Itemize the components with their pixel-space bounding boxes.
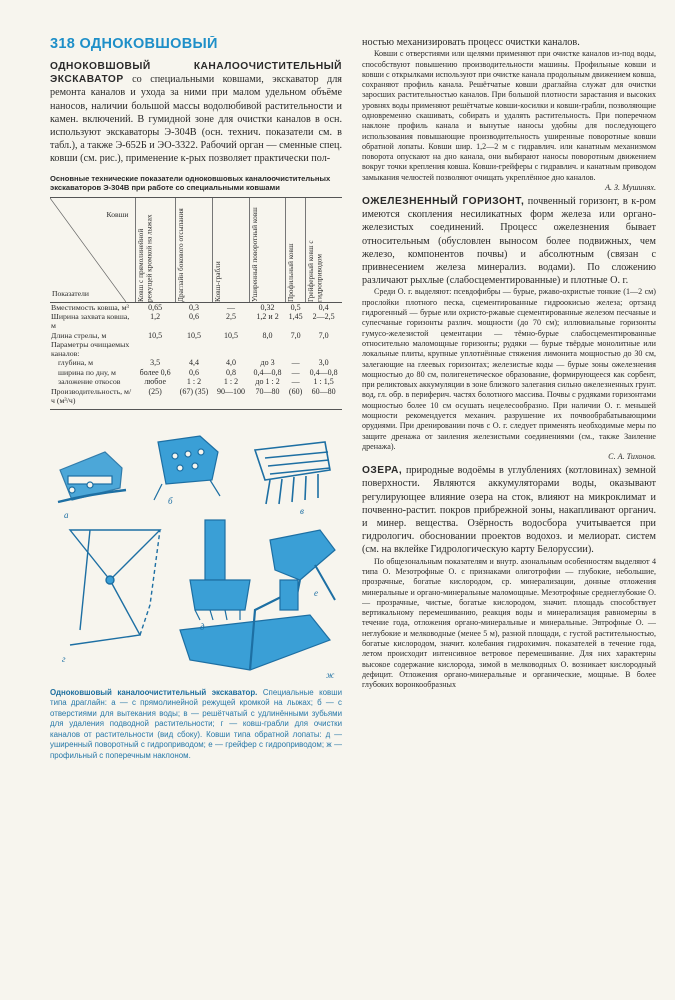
table-cell: 70—80	[255, 386, 280, 396]
table-cell: 10,5	[223, 330, 238, 340]
table-cell: 4,0	[225, 358, 236, 368]
table-cell: 7,0	[318, 330, 329, 340]
left-column	[50, 36, 342, 964]
row-label: Вместимость ковша, м³	[51, 302, 129, 312]
table-cell: 10,5	[148, 330, 163, 340]
row-label: Производительность, м/ч (м³/ч)	[51, 386, 132, 405]
table-cell: —	[291, 377, 300, 387]
table-cell: —	[291, 358, 300, 368]
table-cell: до 1 : 2	[255, 377, 280, 387]
bucket-a-image	[58, 452, 126, 502]
signature-2: С. А. Тихонов.	[608, 452, 656, 462]
table-row	[50, 302, 342, 312]
table-row	[50, 387, 342, 405]
row-label: Параметры очищаемых каналов:	[51, 340, 130, 359]
figure-letter: в	[300, 506, 304, 517]
bucket-c-image	[255, 442, 330, 504]
table-cell: 0,3	[189, 302, 199, 312]
table-cell	[135, 340, 175, 358]
corner-top-label: Ковши	[106, 209, 129, 219]
entry-heading-ozera: ОЗЕРА,	[362, 465, 403, 477]
figure-letter: г	[62, 654, 66, 665]
table-cell: 0,8	[225, 367, 236, 377]
entry-body-ozheleznenny: почвенный горизонт, в к-ром имеются скопления несиликатных форм железа или органо-железистых соединений. Процесс ожелезнения бывает относительным (обусловлен выносом более подвижных, чем железо, компонентов почвы) и абсолютным (связан с привнесением железа минерализ. водами). По сложению различают рыхлые (слабосцементированные) и плотные О. г.	[362, 196, 656, 287]
table-cell: 7,0	[290, 330, 301, 340]
bucket-b-image	[154, 436, 220, 500]
table-row	[50, 312, 342, 330]
table-cell: 0,65	[148, 302, 163, 312]
table-cell: 10,5	[187, 330, 201, 340]
table-cell: 0,4	[318, 302, 329, 312]
table-cell: до 3	[260, 358, 275, 368]
table-cell	[175, 340, 212, 358]
row-label: глубина, м	[58, 358, 94, 368]
table-row	[50, 331, 342, 340]
figure-letter: б	[168, 496, 173, 507]
figure-caption-title: Одноковшовый каналоочистительный экскаватор.	[50, 688, 258, 698]
table-cell: 2—2,5	[312, 312, 335, 322]
column-header: Ковш с прямолинейной режущей кромкой на лыжах	[135, 197, 175, 302]
table-cell: 1,2 и 2	[256, 312, 279, 322]
table-cell: 1,45	[288, 312, 303, 322]
table-cell: 0,6	[189, 312, 199, 322]
entry-body-ozera: природные водоёмы в углублениях (котловинах) земной поверхности. Являются аккумуляторами воды, оказывают регулирующее влияние озера на сток, влияют на микроклимат и почвенно-растит. покров прибрежной зоны, накапливают органич. и минер. вещества. Озёрность водосбора учитывается при гидрологич. обосновании проектов водохоз. и мелиорат. систем (см. на вклейке Гидрологическую карту Белоруссии).	[362, 465, 656, 556]
figure-caption-body: Специальные ковши типа драглайн: а — с прямолинейной режущей кромкой на лыжах; б — с отверстиями для вытекания воды; в — решётчатый с удлинёнными зубьями для удаления подводной растительности; г — ковш-грабли для очистки каналов от растительности (вид сбоку). Ковши типа обратной лопаты: д — уширенный поворотный с гидроприводом; е — грейфер с гидроприводом; ж — профильный с поперечным наклоном.	[50, 688, 342, 760]
table-cell: 0,32	[260, 302, 275, 312]
table-cell	[213, 340, 250, 358]
table-cell: 8,0	[262, 330, 273, 340]
running-title: ОДНОКОВШОВЫЙ	[79, 36, 218, 52]
table-cell: 1 : 1,5	[313, 377, 334, 387]
table-cell: более 0,6	[139, 367, 171, 377]
entry-ozera	[362, 464, 656, 556]
table-cell: 0,4—0,8	[309, 367, 338, 377]
bucket-d-image	[70, 530, 160, 645]
table-row	[50, 358, 342, 367]
table-body	[50, 302, 342, 405]
table-cell: —	[226, 302, 235, 312]
bucket-e-image	[190, 520, 250, 620]
entry-excavator	[50, 60, 342, 166]
figure-letter: д	[200, 622, 205, 633]
table-row	[50, 377, 342, 386]
table-cell: 1 : 2	[186, 377, 202, 387]
row-label: ширина по дну, м	[58, 367, 116, 377]
table-cell: 90—100	[216, 386, 245, 396]
figure-letter: а	[64, 510, 69, 521]
table-row	[50, 340, 342, 358]
table-cell	[249, 340, 286, 358]
signature-1: А. З. Мушинях.	[605, 183, 656, 193]
column-header: Профильный ковш	[286, 197, 306, 302]
entry-heading-excavator: ОДНОКОВШОВЫЙ КАНАЛООЧИСТИТЕЛЬНЫЙ ЭКСКАВАТОР	[50, 61, 342, 86]
table-corner	[50, 197, 135, 302]
table-bottom-rule	[50, 409, 342, 410]
column-header: Драглайн бокового отсыпания	[175, 197, 212, 302]
excavator-continuation: ностью механизировать процесс очистки каналов.	[362, 37, 580, 48]
column-header: Ковш-грабли	[213, 197, 250, 302]
table-cell: 1,2	[150, 312, 161, 322]
table-cell: 0,4—0,8	[253, 367, 282, 377]
bucket-figure	[50, 430, 342, 680]
figure-caption	[50, 688, 342, 761]
right-column	[362, 36, 656, 964]
table-cell: (67) (35)	[179, 386, 209, 396]
table-cell	[305, 340, 342, 358]
page-header	[50, 36, 342, 52]
table-cell: —	[291, 367, 300, 377]
table-cell: 4,4	[189, 358, 199, 368]
entry-body-excavator: со специальными ковшами, экскаватор для ремонта каналов и ухода за ними при малом удельном объёме наносов, наличии большой массы водолюбивой растительности и камен. включений. В гумидной зоне для очистки каналов в осн. используют экскаваторы Э-304В (осн. технич. показатели см. в табл.), а также Э-652Б и ЭО-3322. Рабочий орган — сменные спец. ковши (см. рис.), применение к-рых позволяет практически пол-	[50, 74, 342, 165]
table-cell: 2,5	[225, 312, 236, 322]
ozheleznenny-details: Среди О. г. выделяют: псевдофибры — бурые, ржаво-охристые тонкие (1—2 см) прослойки плотного песка, сцементированные гидроокисью железа; ортзанд гидрогенный — бурые или охристо-ржавые сцементированные железом песчаные и супесчаные горизонты различ. мощности (до 70 см); иллювиальные горизонты гумусо-железистой цементации — тёмно-бурые слабосцементированные относительно маломощные горизонты; рудяки — бурые твёрдые монолитные или локальные плиты, крупные уплотнённые стяжения лимонита мощностью до 30 см, залегающие на глеевых горизонтах; железистые коды — бурые зоны ожелезнения мощностью до 80 см, полигенетическое образование, формирующееся как сорбент, при реликтовых аккумуляции в зоне близкого залегания сильно ожелезненных грунт. вод, гл. обр. в периферич. частях болотного массива. Почвы с рудяками горизонтами мощностью более 10 см осушать нецелесообразно. При наличии О. г. меньшей мощности рекомендуется механич. разрушение их почвообрабатывающими орудиями. При дренировании почв с О. г. следует применять необходимые меры по защите дренажа от заиления железистыми соединениями (см., также Заиление дренажа).	[362, 287, 656, 451]
row-label: заложение откосов	[58, 377, 121, 387]
page-number: 318	[50, 36, 76, 52]
entry-heading-ozheleznenny: ОЖЕЛЕЗНЕННЫЙ ГОРИЗОНТ,	[362, 196, 525, 208]
row-label: Длина стрелы, м	[51, 330, 107, 340]
table-cell: 3,0	[318, 358, 329, 368]
table-cell	[286, 340, 306, 358]
table-cell: (60)	[288, 386, 303, 396]
table-header-row	[50, 197, 342, 302]
table-cell: 3,5	[150, 358, 161, 368]
table-caption: Основные технические показатели одноковшовых каналоочистительных экскаваторов Э-304В при работе со специальными ковшами	[50, 173, 331, 193]
spec-table	[50, 197, 342, 405]
column-header: Грейферный ковш с гидроприводом	[305, 197, 342, 302]
entry-ozheleznenny	[362, 195, 656, 287]
row-label: Ширина захвата ковша, м	[51, 312, 130, 331]
table-cell: 0,5	[290, 302, 301, 312]
figure-letter: е	[314, 588, 318, 599]
table-cell: (25)	[148, 386, 162, 396]
ozera-details: По общезональным показателям и внутр. азональным особенностям выделяют 4 типа О. Мезотрофные О. с признаками олиготрофии — глубокие, небольшие, прозрачные, богатые кислородом, ср. минерализации, донные отложения минеральные и органо-минеральные маломощные. Мезотрофные среднеглубокие О. — прозрачные, чистые, богатые кислородом, значит. площадь способствует вертикальному перемешиванию, реакция воды и минерализация равномерны в течение года, отложения органо-минеральные и минеральные. Эвтрофные О. — неглубокие и мелководные (менее 5 м), разной площади, с густой растительностью, богатые кислородом, значит. колебания гидрохимич. показателей в течение года, летом происходит интенсивное ветровое перемешивание. Для них характерны высокое содержание кислорода, зимой в мелководных О. возникает кислородный дефицит. Отложения органо-минеральные и органические, мощные. В более глубоких воронкообразных	[362, 556, 656, 690]
table-cell: 0,6	[189, 367, 199, 377]
table-cell: любое	[144, 377, 166, 387]
corner-bottom-label: Показатели	[52, 289, 89, 299]
column-header: Уширенный поворотный ковш	[249, 197, 286, 302]
table-cell: 60—80	[311, 386, 336, 396]
figure-letter: ж	[326, 670, 335, 681]
table-row	[50, 368, 342, 377]
table-cell: 1 : 2	[223, 377, 239, 387]
bucket-illustrations	[50, 430, 342, 680]
buckets-paragraph: Ковши с отверстиями или щелями применяют при очистке каналов из-под воды, способствуют повышению производительности машины. Профильные ковши и ковши с открылками используют при очистке канала продольным движением ковша, сохраняют профиль канала. Решётчатые ковши драглайна служат для очистки заросших растительностью каналов. При большой плотности зарастания и высоких уровнях воды применяют решётчатые ковши-косилки и ковши-грабли, позволяющие одновременно скашивать, собирать и удалять растительность. При поперечном наклоне профиль канала и вынутые наносы удобны для последующего использования повышающие производительность уширенные поворотные ковши обратной лопаты. Ковши шир. 1,2—2 м с гидравлич. или канатным механизмом поворота опускают на дно канала, они выбирают наносы поворотным движением вокруг точки крепления ковша. Ковши-грейферы с гидравлич. и канатным приводом замыкания челюстей позволяют очищать укреплённое дно каналов.	[362, 49, 656, 182]
